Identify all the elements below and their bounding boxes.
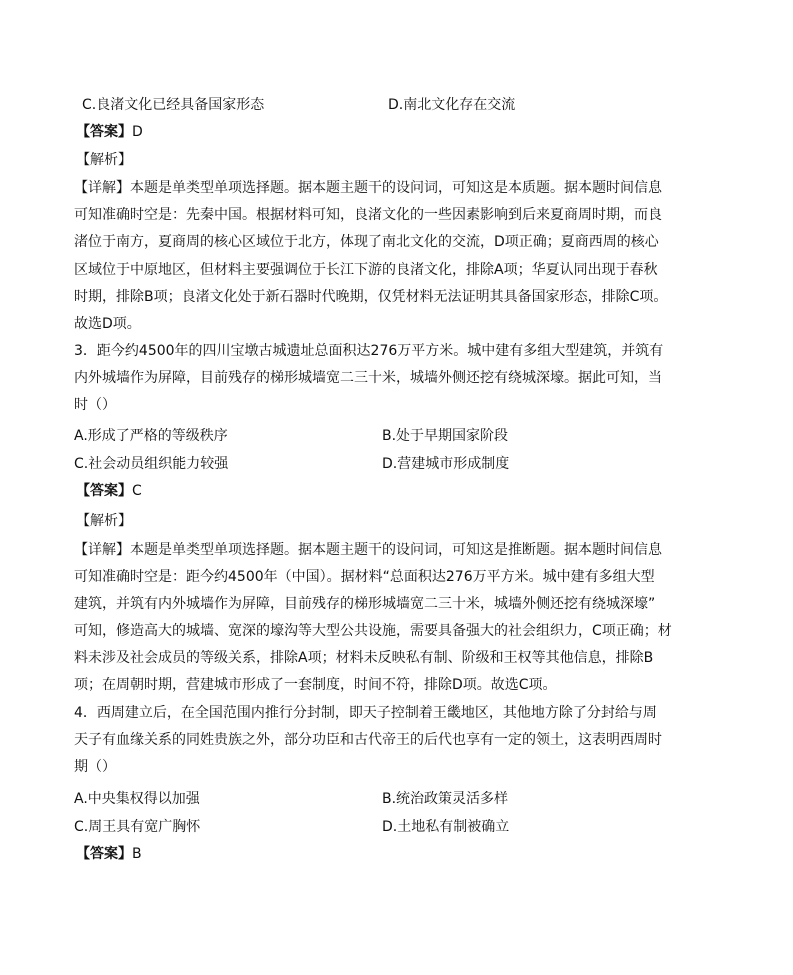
q2-detail-line: 故选D项。 [74, 316, 141, 332]
q2-detail-line: 时期，排除B项；良渚文化处于新石器时代晚期，仅凭材料无法证明其具备国家形态，排除C项。 [74, 289, 668, 305]
q3-stem-line: 内外城墙作为屏障，目前残存的梯形城墙宽二三十米，城墙外侧还挖有绕城深壕。据此可知，当 [74, 370, 662, 386]
q3-option-d: D.营建城市形成制度 [382, 456, 510, 472]
q2-analysis-label: 【解析】 [76, 152, 132, 168]
q2-detail-line: 区域位于中原地区，但材料主要强调位于长江下游的良渚文化，排除A项；华夏认同出现于春秋 [74, 262, 658, 278]
q4-option-a: A.中央集权得以加强 [74, 791, 200, 807]
q2-detail-line: 可知准确时空是：先秦中国。根据材料可知，良渚文化的一些因素影响到后来夏商周时期，而良 [74, 207, 662, 223]
q4-stem-line: 天子有血缘关系的同姓贵族之外，部分功臣和古代帝王的后代也享有一定的领土，这表明西周时 [74, 732, 662, 748]
q3-detail-line: 【详解】本题是单类型单项选择题。据本题主题干的设问词，可知这是推断题。据本题时间信息 [74, 542, 662, 558]
q3-answer [76, 481, 142, 501]
q2-answer [76, 122, 143, 142]
q3-detail-line: 项；在周朝时期，营建城市形成了一套制度，时间不符，排除D项。故选C项。 [74, 677, 557, 693]
answer-value: D [132, 124, 143, 140]
q4-stem-line: 期（） [74, 759, 116, 775]
answer-value: B [132, 846, 142, 862]
q4-option-c: C.周王具有宽广胸怀 [74, 819, 201, 835]
q3-stem-line: 时（） [74, 397, 116, 413]
answer-label: 【答案】 [76, 124, 132, 140]
q3-option-c: C.社会动员组织能力较强 [74, 456, 229, 472]
q4-answer [76, 844, 142, 864]
q2-detail-line: 渚位于南方，夏商周的核心区域位于北方，体现了南北文化的交流，D项正确；夏商西周的核心 [74, 234, 659, 250]
q2-option-c: C.良渚文化已经具备国家形态 [82, 97, 265, 113]
answer-value: C [132, 483, 142, 499]
q3-stem-line: 3．距今约4500年的四川宝墩古城遗址总面积达276万平方米。城中建有多组大型建筑，并筑有 [74, 343, 664, 359]
q2-option-d: D.南北文化存在交流 [388, 97, 516, 113]
q3-detail-line: 料未涉及社会成员的等级关系，排除A项；材料未反映私有制、阶级和王权等其他信息，排除B [74, 650, 654, 666]
q4-option-b: B.统治政策灵活多样 [382, 791, 509, 807]
q3-option-b: B.处于早期国家阶段 [382, 428, 509, 444]
q4-option-d: D.土地私有制被确立 [382, 819, 510, 835]
q2-detail-line: 【详解】本题是单类型单项选择题。据本题主题干的设问词，可知这是本质题。据本题时间信息 [74, 180, 662, 196]
q4-stem-line: 4．西周建立后，在全国范围内推行分封制，即天子控制着王畿地区，其他地方除了分封给与周 [74, 705, 657, 721]
answer-label: 【答案】 [76, 846, 132, 862]
q3-detail-line: 可知准确时空是：距今约4500年（中国）。据材料“总面积达276万平方米。城中建有多组大型 [74, 569, 655, 585]
q3-detail-line: 建筑，并筑有内外城墙作为屏障，目前残存的梯形城墙宽二三十米，城墙外侧还挖有绕城深壕” [74, 596, 656, 612]
q3-analysis-label: 【解析】 [76, 513, 132, 529]
q3-detail-line: 可知，修造高大的城墙、宽深的壕沟等大型公共设施，需要具备强大的社会组织力，C项正确；材 [74, 623, 672, 639]
answer-label: 【答案】 [76, 483, 132, 499]
q3-option-a: A.形成了严格的等级秩序 [74, 428, 228, 444]
